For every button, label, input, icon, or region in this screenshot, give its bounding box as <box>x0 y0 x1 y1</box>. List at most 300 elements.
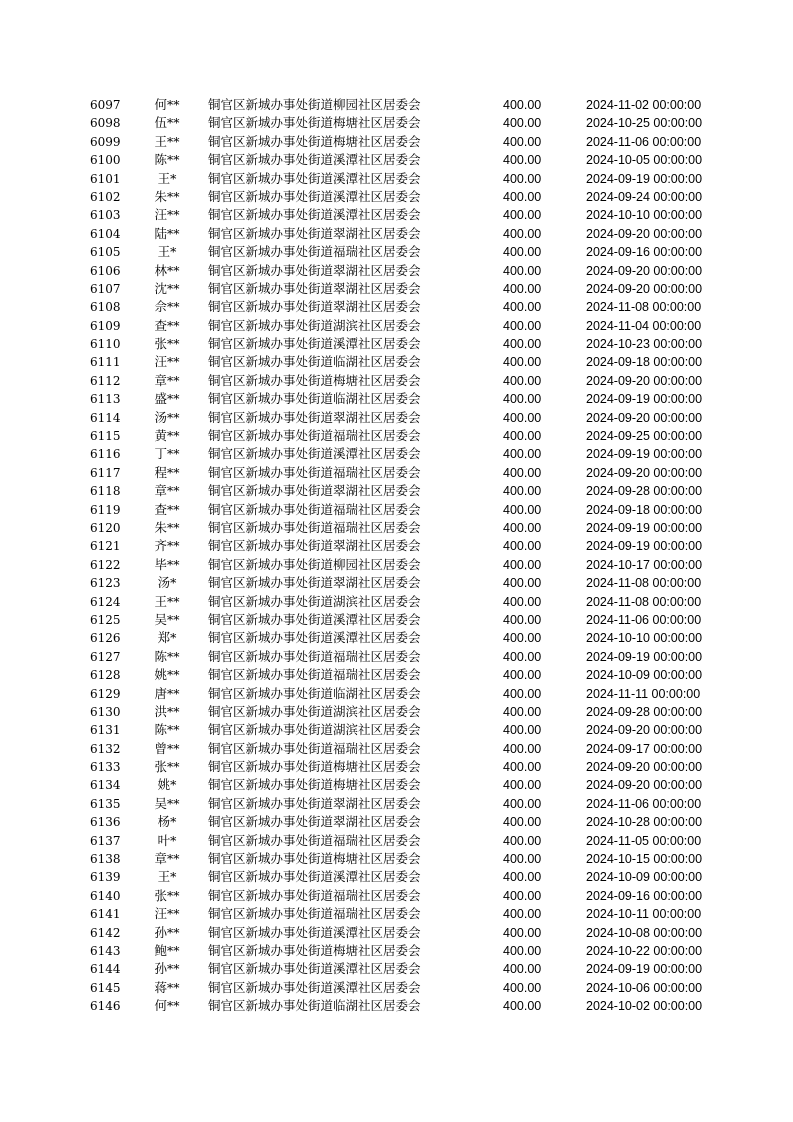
amount: 400.00 <box>503 502 542 517</box>
date: 2024-09-19 00:00:00 <box>586 447 703 462</box>
amount: 400.00 <box>503 245 542 260</box>
amount: 400.00 <box>503 852 542 867</box>
amount: 400.00 <box>503 980 542 995</box>
date: 2024-09-18 00:00:00 <box>586 355 703 370</box>
record-id: 6105 <box>90 245 121 260</box>
record-id: 6108 <box>90 300 121 315</box>
record-id: 6128 <box>90 668 121 683</box>
date: 2024-11-11 00:00:00 <box>586 686 701 701</box>
community-org: 铜官区新城办事处街道翠湖社区居委会 <box>208 795 421 811</box>
amount: 400.00 <box>503 484 542 499</box>
community-org: 铜官区新城办事处街道临湖社区居委会 <box>208 354 421 370</box>
record-id: 6104 <box>90 226 121 241</box>
community-org: 铜官区新城办事处街道临湖社区居委会 <box>208 998 421 1014</box>
record-id: 6145 <box>90 980 121 995</box>
record-id: 6109 <box>90 318 121 333</box>
amount: 400.00 <box>503 116 542 131</box>
amount: 400.00 <box>503 337 542 352</box>
date: 2024-09-19 00:00:00 <box>586 392 703 407</box>
record-id: 6135 <box>90 796 121 811</box>
community-org: 铜官区新城办事处街道翠湖社区居委会 <box>208 409 421 425</box>
table-row <box>0 409 793 427</box>
community-org: 铜官区新城办事处街道溪潭社区居委会 <box>208 152 421 168</box>
person-name: 张** <box>154 759 180 775</box>
record-id: 6127 <box>90 649 121 664</box>
record-id: 6139 <box>90 870 121 885</box>
table-row <box>0 280 793 298</box>
person-name: 姚* <box>157 777 177 793</box>
person-name: 林** <box>154 262 180 278</box>
person-name: 丁** <box>154 446 180 462</box>
amount: 400.00 <box>503 447 542 462</box>
table-row <box>0 96 793 114</box>
table-row <box>0 519 793 537</box>
record-id: 6134 <box>90 778 121 793</box>
community-org: 铜官区新城办事处街道梅塘社区居委会 <box>208 851 421 867</box>
date: 2024-09-19 00:00:00 <box>586 539 703 554</box>
amount: 400.00 <box>503 189 542 204</box>
community-org: 铜官区新城办事处街道翠湖社区居委会 <box>208 299 421 315</box>
record-id: 6111 <box>90 355 121 370</box>
person-name: 吴** <box>154 795 180 811</box>
community-org: 铜官区新城办事处街道梅塘社区居委会 <box>208 372 421 388</box>
community-org: 铜官区新城办事处街道福瑞社区居委会 <box>208 740 421 756</box>
date: 2024-11-02 00:00:00 <box>586 98 702 112</box>
table-row <box>0 133 793 151</box>
person-name: 蒋** <box>154 979 180 995</box>
record-id: 6120 <box>90 520 121 535</box>
person-name: 张** <box>154 336 180 352</box>
community-org: 铜官区新城办事处街道临湖社区居委会 <box>208 685 421 701</box>
community-org: 铜官区新城办事处街道溪潭社区居委会 <box>208 188 421 204</box>
community-org: 铜官区新城办事处街道福瑞社区居委会 <box>208 519 421 535</box>
person-name: 沈** <box>154 280 180 296</box>
record-id: 6126 <box>90 631 121 646</box>
date: 2024-10-11 00:00:00 <box>586 907 702 922</box>
amount: 400.00 <box>503 760 542 775</box>
record-id: 6130 <box>90 704 121 719</box>
person-name: 王* <box>157 170 177 186</box>
date: 2024-09-19 00:00:00 <box>586 171 703 186</box>
amount: 400.00 <box>503 594 542 609</box>
person-name: 朱** <box>154 188 180 204</box>
table-row <box>0 703 793 721</box>
table-row <box>0 317 793 335</box>
person-name: 朱** <box>154 519 180 535</box>
record-id: 6131 <box>90 723 121 738</box>
community-org: 铜官区新城办事处街道翠湖社区居委会 <box>208 575 421 591</box>
table-row <box>0 979 793 997</box>
person-name: 杨* <box>157 814 177 830</box>
person-name: 章** <box>154 483 180 499</box>
record-id: 6114 <box>90 410 121 425</box>
community-org: 铜官区新城办事处街道溪潭社区居委会 <box>208 611 421 627</box>
community-org: 铜官区新城办事处街道湖滨社区居委会 <box>208 593 421 609</box>
record-id: 6099 <box>90 134 121 149</box>
record-id: 6115 <box>90 429 121 444</box>
table-row <box>0 924 793 942</box>
table-row <box>0 170 793 188</box>
date: 2024-09-20 00:00:00 <box>586 778 703 793</box>
record-id: 6146 <box>90 999 121 1014</box>
record-id: 6106 <box>90 263 121 278</box>
person-name: 陈** <box>154 722 180 738</box>
date: 2024-09-16 00:00:00 <box>586 245 703 260</box>
table-row <box>0 887 793 905</box>
date: 2024-09-20 00:00:00 <box>586 281 703 296</box>
table-row <box>0 758 793 776</box>
person-name: 王** <box>154 593 180 609</box>
amount: 400.00 <box>503 668 542 683</box>
date: 2024-11-05 00:00:00 <box>586 833 702 848</box>
community-org: 铜官区新城办事处街道梅塘社区居委会 <box>208 759 421 775</box>
record-id: 6101 <box>90 171 121 186</box>
person-name: 洪** <box>154 703 180 719</box>
person-name: 汪** <box>154 354 180 370</box>
table-row <box>0 776 793 794</box>
date: 2024-11-04 00:00:00 <box>586 318 702 333</box>
amount: 400.00 <box>503 171 542 186</box>
record-id: 6140 <box>90 888 121 903</box>
record-id: 6132 <box>90 741 121 756</box>
amount: 400.00 <box>503 373 542 388</box>
table-row <box>0 335 793 353</box>
person-name: 陆** <box>154 225 180 241</box>
amount: 400.00 <box>503 704 542 719</box>
table-row <box>0 537 793 555</box>
table-row <box>0 464 793 482</box>
table-row <box>0 243 793 261</box>
table-row <box>0 427 793 445</box>
person-name: 汪** <box>154 906 180 922</box>
table-row <box>0 611 793 629</box>
table-row <box>0 740 793 758</box>
date: 2024-10-09 00:00:00 <box>586 668 703 683</box>
amount: 400.00 <box>503 557 542 572</box>
table-row <box>0 114 793 132</box>
community-org: 铜官区新城办事处街道湖滨社区居委会 <box>208 317 421 333</box>
table-row <box>0 942 793 960</box>
record-id: 6112 <box>90 373 121 388</box>
community-org: 铜官区新城办事处街道梅塘社区居委会 <box>208 942 421 958</box>
table-row <box>0 188 793 206</box>
amount: 400.00 <box>503 925 542 940</box>
table-row <box>0 298 793 316</box>
person-name: 章** <box>154 372 180 388</box>
community-org: 铜官区新城办事处街道溪潭社区居委会 <box>208 336 421 352</box>
date: 2024-10-06 00:00:00 <box>586 980 703 995</box>
person-name: 程** <box>154 464 180 480</box>
record-id: 6119 <box>90 502 121 517</box>
community-org: 铜官区新城办事处街道福瑞社区居委会 <box>208 501 421 517</box>
date: 2024-09-18 00:00:00 <box>586 502 703 517</box>
record-id: 6118 <box>90 484 121 499</box>
date: 2024-11-06 00:00:00 <box>586 796 702 811</box>
date: 2024-10-23 00:00:00 <box>586 337 703 352</box>
person-name: 王* <box>157 244 177 260</box>
community-org: 铜官区新城办事处街道翠湖社区居委会 <box>208 538 421 554</box>
table-row <box>0 629 793 647</box>
community-org: 铜官区新城办事处街道翠湖社区居委会 <box>208 225 421 241</box>
date: 2024-09-25 00:00:00 <box>586 429 703 444</box>
amount: 400.00 <box>503 612 542 627</box>
table-row <box>0 648 793 666</box>
person-name: 陈** <box>154 648 180 664</box>
community-org: 铜官区新城办事处街道溪潭社区居委会 <box>208 207 421 223</box>
date: 2024-11-08 00:00:00 <box>586 594 702 609</box>
record-id: 6141 <box>90 907 121 922</box>
record-id: 6110 <box>90 337 121 352</box>
person-name: 章** <box>154 851 180 867</box>
person-name: 黄** <box>154 428 180 444</box>
table-row <box>0 372 793 390</box>
date: 2024-09-16 00:00:00 <box>586 888 703 903</box>
amount: 400.00 <box>503 410 542 425</box>
community-org: 铜官区新城办事处街道溪潭社区居委会 <box>208 446 421 462</box>
community-org: 铜官区新城办事处街道福瑞社区居委会 <box>208 887 421 903</box>
table-row <box>0 206 793 224</box>
table-row <box>0 997 793 1015</box>
person-name: 毕** <box>154 556 180 572</box>
community-org: 铜官区新城办事处街道溪潭社区居委会 <box>208 869 421 885</box>
amount: 400.00 <box>503 300 542 315</box>
community-org: 铜官区新城办事处街道福瑞社区居委会 <box>208 244 421 260</box>
table-row <box>0 262 793 280</box>
amount: 400.00 <box>503 686 542 701</box>
person-name: 王* <box>157 869 177 885</box>
person-name: 郑* <box>157 630 177 646</box>
person-name: 陈** <box>154 152 180 168</box>
person-name: 曾** <box>154 740 180 756</box>
amount: 400.00 <box>503 649 542 664</box>
amount: 400.00 <box>503 870 542 885</box>
person-name: 何** <box>154 97 180 112</box>
record-id: 6143 <box>90 943 121 958</box>
record-id: 6097 <box>90 98 121 112</box>
record-id: 6133 <box>90 760 121 775</box>
person-name: 汤** <box>154 409 180 425</box>
table-row <box>0 795 793 813</box>
amount: 400.00 <box>503 741 542 756</box>
community-org: 铜官区新城办事处街道福瑞社区居委会 <box>208 906 421 922</box>
amount: 400.00 <box>503 888 542 903</box>
table-row <box>0 225 793 243</box>
community-org: 铜官区新城办事处街道柳园社区居委会 <box>208 556 421 572</box>
record-id: 6136 <box>90 815 121 830</box>
table-row <box>0 574 793 592</box>
date: 2024-09-28 00:00:00 <box>586 704 703 719</box>
table-row <box>0 721 793 739</box>
person-name: 唐** <box>154 685 180 701</box>
person-name: 盛** <box>154 391 180 407</box>
date: 2024-09-20 00:00:00 <box>586 410 703 425</box>
date: 2024-10-17 00:00:00 <box>586 557 703 572</box>
date: 2024-09-20 00:00:00 <box>586 723 703 738</box>
amount: 400.00 <box>503 208 542 223</box>
community-org: 铜官区新城办事处街道梅塘社区居委会 <box>208 133 421 149</box>
person-name: 汪** <box>154 207 180 223</box>
community-org: 铜官区新城办事处街道溪潭社区居委会 <box>208 630 421 646</box>
record-id: 6123 <box>90 576 121 591</box>
amount: 400.00 <box>503 465 542 480</box>
amount: 400.00 <box>503 539 542 554</box>
amount: 400.00 <box>503 576 542 591</box>
date: 2024-09-20 00:00:00 <box>586 263 703 278</box>
amount: 400.00 <box>503 153 542 168</box>
community-org: 铜官区新城办事处街道福瑞社区居委会 <box>208 667 421 683</box>
record-id: 6125 <box>90 612 121 627</box>
record-id: 6100 <box>90 153 121 168</box>
table-row <box>0 960 793 978</box>
amount: 400.00 <box>503 226 542 241</box>
record-id: 6103 <box>90 208 121 223</box>
date: 2024-09-19 00:00:00 <box>586 649 703 664</box>
amount: 400.00 <box>503 318 542 333</box>
record-id: 6137 <box>90 833 121 848</box>
date: 2024-09-20 00:00:00 <box>586 226 703 241</box>
amount: 400.00 <box>503 796 542 811</box>
date: 2024-10-15 00:00:00 <box>586 852 703 867</box>
date: 2024-11-06 00:00:00 <box>586 134 702 149</box>
date: 2024-10-05 00:00:00 <box>586 153 703 168</box>
amount: 400.00 <box>503 999 542 1014</box>
record-id: 6102 <box>90 189 121 204</box>
table-row <box>0 151 793 169</box>
person-name: 齐** <box>154 538 180 554</box>
date: 2024-11-08 00:00:00 <box>586 576 702 591</box>
table-row <box>0 813 793 831</box>
community-org: 铜官区新城办事处街道溪潭社区居委会 <box>208 961 421 977</box>
community-org: 铜官区新城办事处街道湖滨社区居委会 <box>208 722 421 738</box>
table-row <box>0 445 793 463</box>
person-name: 吴** <box>154 611 180 627</box>
date: 2024-11-08 00:00:00 <box>586 300 702 315</box>
table-row <box>0 390 793 408</box>
table-row <box>0 482 793 500</box>
amount: 400.00 <box>503 263 542 278</box>
date: 2024-09-20 00:00:00 <box>586 760 703 775</box>
date: 2024-10-10 00:00:00 <box>586 208 703 223</box>
amount: 400.00 <box>503 943 542 958</box>
date: 2024-10-10 00:00:00 <box>586 631 703 646</box>
date: 2024-10-22 00:00:00 <box>586 943 703 958</box>
person-name: 查** <box>154 501 180 517</box>
table-row <box>0 685 793 703</box>
date: 2024-10-25 00:00:00 <box>586 116 703 131</box>
table-row <box>0 905 793 923</box>
person-name: 汤* <box>157 575 177 591</box>
table-row <box>0 501 793 519</box>
amount: 400.00 <box>503 98 542 112</box>
person-name: 姚** <box>154 667 180 683</box>
community-org: 铜官区新城办事处街道梅塘社区居委会 <box>208 777 421 793</box>
date: 2024-10-28 00:00:00 <box>586 815 703 830</box>
date: 2024-09-20 00:00:00 <box>586 465 703 480</box>
record-id: 6144 <box>90 962 121 977</box>
record-id: 6121 <box>90 539 121 554</box>
amount: 400.00 <box>503 815 542 830</box>
date: 2024-10-02 00:00:00 <box>586 999 703 1014</box>
amount: 400.00 <box>503 134 542 149</box>
amount: 400.00 <box>503 520 542 535</box>
amount: 400.00 <box>503 907 542 922</box>
table-row <box>0 353 793 371</box>
community-org: 铜官区新城办事处街道福瑞社区居委会 <box>208 464 421 480</box>
amount: 400.00 <box>503 392 542 407</box>
table-row <box>0 850 793 868</box>
date: 2024-09-19 00:00:00 <box>586 962 703 977</box>
person-name: 鲍** <box>154 942 180 958</box>
record-id: 6113 <box>90 392 121 407</box>
date: 2024-09-17 00:00:00 <box>586 741 703 756</box>
table-row <box>0 666 793 684</box>
amount: 400.00 <box>503 355 542 370</box>
record-id: 6107 <box>90 281 121 296</box>
community-org: 铜官区新城办事处街道翠湖社区居委会 <box>208 483 421 499</box>
community-org: 铜官区新城办事处街道溪潭社区居委会 <box>208 979 421 995</box>
amount: 400.00 <box>503 833 542 848</box>
person-name: 佘** <box>154 299 180 315</box>
person-name: 叶* <box>157 832 177 848</box>
table-row <box>0 593 793 611</box>
record-id: 6098 <box>90 116 121 131</box>
community-org: 铜官区新城办事处街道福瑞社区居委会 <box>208 832 421 848</box>
community-org: 铜官区新城办事处街道临湖社区居委会 <box>208 391 421 407</box>
community-org: 铜官区新城办事处街道福瑞社区居委会 <box>208 428 421 444</box>
community-org: 铜官区新城办事处街道福瑞社区居委会 <box>208 648 421 664</box>
amount: 400.00 <box>503 429 542 444</box>
person-name: 查** <box>154 317 180 333</box>
community-org: 铜官区新城办事处街道翠湖社区居委会 <box>208 262 421 278</box>
table-row <box>0 556 793 574</box>
table-row <box>0 832 793 850</box>
community-org: 铜官区新城办事处街道翠湖社区居委会 <box>208 280 421 296</box>
person-name: 孙** <box>154 924 180 940</box>
date: 2024-09-19 00:00:00 <box>586 520 703 535</box>
community-org: 铜官区新城办事处街道梅塘社区居委会 <box>208 115 421 131</box>
date: 2024-09-28 00:00:00 <box>586 484 703 499</box>
community-org: 铜官区新城办事处街道溪潭社区居委会 <box>208 924 421 940</box>
amount: 400.00 <box>503 723 542 738</box>
amount: 400.00 <box>503 778 542 793</box>
date: 2024-09-20 00:00:00 <box>586 373 703 388</box>
record-id: 6129 <box>90 686 121 701</box>
table-row <box>0 868 793 886</box>
date: 2024-10-08 00:00:00 <box>586 925 703 940</box>
community-org: 铜官区新城办事处街道湖滨社区居委会 <box>208 703 421 719</box>
person-name: 何** <box>154 998 180 1014</box>
date: 2024-09-24 00:00:00 <box>586 189 703 204</box>
person-name: 王** <box>154 133 180 149</box>
record-id: 6116 <box>90 447 121 462</box>
record-id: 6142 <box>90 925 121 940</box>
person-name: 张** <box>154 887 180 903</box>
community-org: 铜官区新城办事处街道翠湖社区居委会 <box>208 814 421 830</box>
record-id: 6122 <box>90 557 121 572</box>
amount: 400.00 <box>503 962 542 977</box>
record-id: 6124 <box>90 594 121 609</box>
record-id: 6117 <box>90 465 121 480</box>
amount: 400.00 <box>503 631 542 646</box>
record-id: 6138 <box>90 852 121 867</box>
records-table <box>0 96 793 1016</box>
person-name: 伍** <box>154 115 180 131</box>
person-name: 孙** <box>154 961 180 977</box>
community-org: 铜官区新城办事处街道柳园社区居委会 <box>208 97 421 112</box>
date: 2024-10-09 00:00:00 <box>586 870 703 885</box>
community-org: 铜官区新城办事处街道溪潭社区居委会 <box>208 170 421 186</box>
amount: 400.00 <box>503 281 542 296</box>
